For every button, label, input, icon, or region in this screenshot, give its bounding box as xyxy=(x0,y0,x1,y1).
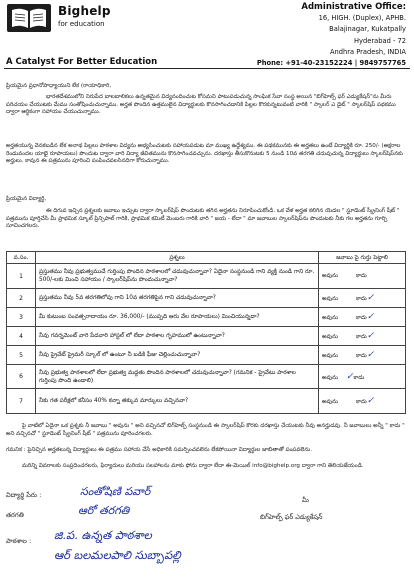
question-text: ప్రస్తుతము నీవు 5వ తరగతిలోపు గాని 10వ తరగతిపైన గాని చదువుచున్నావా? xyxy=(36,289,319,308)
table-row xyxy=(7,365,406,389)
contact-paragraph: మరిన్ని వివరాలకు సంప్రదించగలరు, ఫిర్యాదులు మరియు సలహాలను మాకు ఫోను ద్వారా లేదా ఈ-మెయిల్ info@bighelp.org ద్వారా గాని తెలియజేయండి. xyxy=(22,463,364,469)
question-number: 7 xyxy=(7,389,36,414)
class-label: తరగతి xyxy=(6,511,24,519)
instructions-paragraph: ఈ దిగువ ఇచ్చిన ప్రశ్నలకు జవాబు ఇచ్చుట ద్వారా స్కాలర్‌షిప్ పొందుటకు తగిన అర్హతను నిరూపించుకోండి. ఒక వేళ అర్హత కలిగిన యెడల " స్టూడెంట్ స్క్రీనింగ్ షీట్ " పత్రమును పూర్తిచేసి మీ ప్రాథమిక స్కూల్ ప్రిన్సిపాల్ గారికి, ప్రాథమిక కమిటీ మెంబరు గారికి వారి " జయ - లేదా " మా జవాబుల స్కాలర్‌షిప్‌ను పొందుటకు నీకు గల అర్హతను గూర్చి సూచించగలరు. xyxy=(6,208,400,230)
answer-no-option[interactable]: కాదు xyxy=(353,374,365,381)
address-line: Andhra Pradesh, INDIA xyxy=(329,47,406,56)
table-row xyxy=(7,389,406,414)
answer-no-option[interactable]: కాదు xyxy=(356,334,367,340)
answer-no-option[interactable]: కాదు xyxy=(356,353,367,359)
answer-yes-option[interactable]: అవును xyxy=(322,334,338,340)
regards-prefix: మీ xyxy=(302,496,309,504)
address-line: Hyderabad - 72 xyxy=(354,36,406,45)
question-number: 1 xyxy=(7,264,36,289)
table-header-row xyxy=(7,252,406,264)
answer-cell xyxy=(319,264,406,289)
school-name-handwritten-line2: ఆర్ బలమలపాలి సుబ్బాపల్లి xyxy=(54,548,181,562)
table-row xyxy=(7,327,406,346)
column-header-answer: జవాబు పై గుర్తు పెట్టాలి xyxy=(319,252,406,264)
handwritten-check-icon: ✓ xyxy=(366,312,375,322)
answer-no-option[interactable]: కాదు xyxy=(356,273,367,279)
question-text: మీ కుటుంబ సంవత్సరాదాయం రూ. 36,000/- (ముప్పది ఆరు వేల రూపాయలు) మించియున్నదా? xyxy=(36,308,319,327)
question-text: నీవు గవర్నమెంట్ వారి పేదవారి హాస్టల్ లో లేదా పాఠశాల గృహములో ఉంటున్నావా? xyxy=(36,327,319,346)
eligibility-paragraph: అర్హతయున్న వెనకబడిన లేక అనాథ పిల్లలు పాఠశాల విద్యను అభ్యసించుటకు సహాయపడుట మా ముఖ్య ఉద్దేశ్యము. ఈ పథకమునకు ఈ అర్హతలు ఉంటే విద్యార్థికి రూ. 250/- (అక్షరాల రెండువందల యాభై రూపాయలు) పొందుట ద్వారా వారి విద్యా జీవితమును కొనసాగించవచ్చును. దరఖాస్తు తీసుకొనుటకు 5 నుండి 10వ తరగతి చదువుచున్న విద్యార్థులు స్కాలర్‌షిప్‌నకు అర్హులు. కావున ఈ పత్రమును పూరించి పంపించవలసినదిగా కోరుచున్నాము. xyxy=(6,143,403,165)
address-line: Balajinagar, Kukatpally xyxy=(329,25,406,34)
question-number: 5 xyxy=(7,346,36,365)
answer-cell xyxy=(319,346,406,365)
address-line: 16, HIGH. (Duplex), APHB. xyxy=(318,14,406,23)
answer-yes-option[interactable]: అవును xyxy=(322,315,338,321)
column-header-questions: ప్రశ్నలు xyxy=(36,252,319,264)
note-paragraph: గమనిక : పైనిచ్చిన అర్హతలున్న విద్యార్థులు ఈ పత్రము సహాయ చేసే అధికారికి సమర్పించవలెను లేకపోయినా విద్యార్థుల జాబితాతో పంపవలెను. xyxy=(6,447,312,453)
table-row xyxy=(7,346,406,365)
question-number: 3 xyxy=(7,308,36,327)
student-salutation: ప్రియమైన విద్యార్థి, xyxy=(6,196,47,202)
header-divider xyxy=(4,68,410,69)
question-number: 6 xyxy=(7,365,36,389)
answer-yes-option[interactable]: అవును xyxy=(322,374,338,381)
school-name-handwritten-line1: జి.ప. ఉన్నత పాఠశాల xyxy=(54,528,152,542)
question-number: 4 xyxy=(7,327,36,346)
brand-name: Bighelp xyxy=(58,4,111,18)
answer-yes-option[interactable]: అవును xyxy=(322,399,338,405)
answer-cell xyxy=(319,289,406,308)
answer-no-option[interactable]: కాదు xyxy=(356,399,367,405)
question-text: నీకు గత పరీక్షలో కనీసం 40% కన్నా తక్కువ మార్కులు వచ్చినవా? xyxy=(36,389,319,414)
answer-cell xyxy=(319,327,406,346)
question-text: ప్రస్తుతము నీవు ప్రభుత్వముచే గుర్తింపు పొందిన పాఠశాలలో చదువుచున్నావా? ఏదైనా సంస్థనుండి గాని వ్యక్తి నుండి గాని రూ. 500/-లకు మించి సహాయం / స్కాలర్‌షిప్‌ను పొందుచున్నావా? xyxy=(36,264,319,289)
answer-cell xyxy=(319,389,406,414)
intro-paragraph: భారతదేశములోని నిరుపేద బాలబాలికలు ఉన్నతమైన విద్యనందించుట కోసమని పాటుపడుచున్న సాంఘిక సేవా సంస్థ అయిన "బిగ్‌హెల్ప్ ఫర్ ఎడ్యుకేషన్"ను మీరు పరిచయం చేయుటకు మేము సంతోషించుచున్నాము. అర్హత పొందిన ఉత్తములైన విద్యార్థులకు కొనసాగించడానికి పిల్లల కొరకున్నటువంటి వారికి " స్కాలర్ ఎ డైట్ " స్కాలర్‌షిప్ పథకము ద్వారా ఆర్థికంగా సహాయం చేయుచున్నాము. xyxy=(6,94,396,116)
student-name-label: విద్యార్థి పేరు : xyxy=(6,491,42,499)
school-label: పాఠశాల : xyxy=(6,537,32,545)
column-header-serial: వ.సం. xyxy=(7,252,36,264)
question-text: నీవు ప్రభుత్వ పాఠశాలలో లేదా ప్రభుత్వ మద్దతు పొందిన పాఠశాలలో చదువుచున్నావా? (గమనిక - ప్రైవేటు పాఠశాల గుర్తింపు పొంది ఉండాలి) xyxy=(36,365,319,389)
handwritten-check-icon: ✓ xyxy=(366,293,375,303)
handwritten-check-icon: ✓ xyxy=(366,350,375,360)
handwritten-check-icon: ✓ xyxy=(346,371,354,382)
class-handwritten: ఆరో తరగతి xyxy=(78,504,130,517)
answer-yes-option[interactable]: అవును xyxy=(322,273,338,279)
answer-no-option[interactable]: కాదు xyxy=(356,296,367,302)
answer-yes-option[interactable]: అవును xyxy=(322,353,338,359)
office-heading: Administrative Office: xyxy=(301,2,406,12)
brand-tagline: A Catalyst For Better Education xyxy=(6,57,158,67)
answer-cell xyxy=(319,308,406,327)
question-number: 2 xyxy=(7,289,36,308)
office-address xyxy=(257,2,406,69)
handwritten-check-icon: ✓ xyxy=(366,396,375,406)
table-row xyxy=(7,264,406,289)
eligibility-questions-table xyxy=(6,251,406,414)
salutation: ప్రియమైన ప్రధానోపాధ్యాయుని లేక (రాయాధికారి, xyxy=(6,83,112,89)
brand-subtitle: for education xyxy=(58,20,105,28)
result-paragraph: పై వాటిలో ఏదైనా ఒక ప్రశ్నకు నీ జవాబు " అవును " అని వచ్చినచో బిగ్‌హెల్ప్ సంస్థనుండి ఈ స్కాలర్‌షిప్ కొరకు దరఖాస్తు చేయుటకు నీవు అనర్హుడవు. నీ జవాబులు అన్నీ " కాదు " అని వచ్చినచో " స్టూడెంట్ స్క్రీనింగ్ షీట్ " పత్రమును పూరించగలరు. xyxy=(6,423,405,437)
answer-yes-option[interactable]: అవును xyxy=(322,296,338,302)
handwritten-check-icon: ✓ xyxy=(366,331,375,341)
regards-signature: బిగ్‌హెల్ప్ ఫర్ ఎడ్యుకేషన్ xyxy=(260,513,323,521)
answer-no-option[interactable]: కాదు xyxy=(356,315,367,321)
student-name-handwritten: సంతోషిణి పవార్ xyxy=(80,485,151,498)
table-row xyxy=(7,308,406,327)
bighelp-logo-icon xyxy=(6,3,52,33)
question-text: నీవు ప్రైవేట్ ప్రైమరీ స్కూల్ లో ఉంటూ నీ బడికి ఫీజు చెల్లించుచున్నావా? xyxy=(36,346,319,365)
table-row xyxy=(7,289,406,308)
office-phone: Phone: +91-40-23152224 | 9849757765 xyxy=(256,59,406,68)
answer-cell xyxy=(319,365,406,389)
